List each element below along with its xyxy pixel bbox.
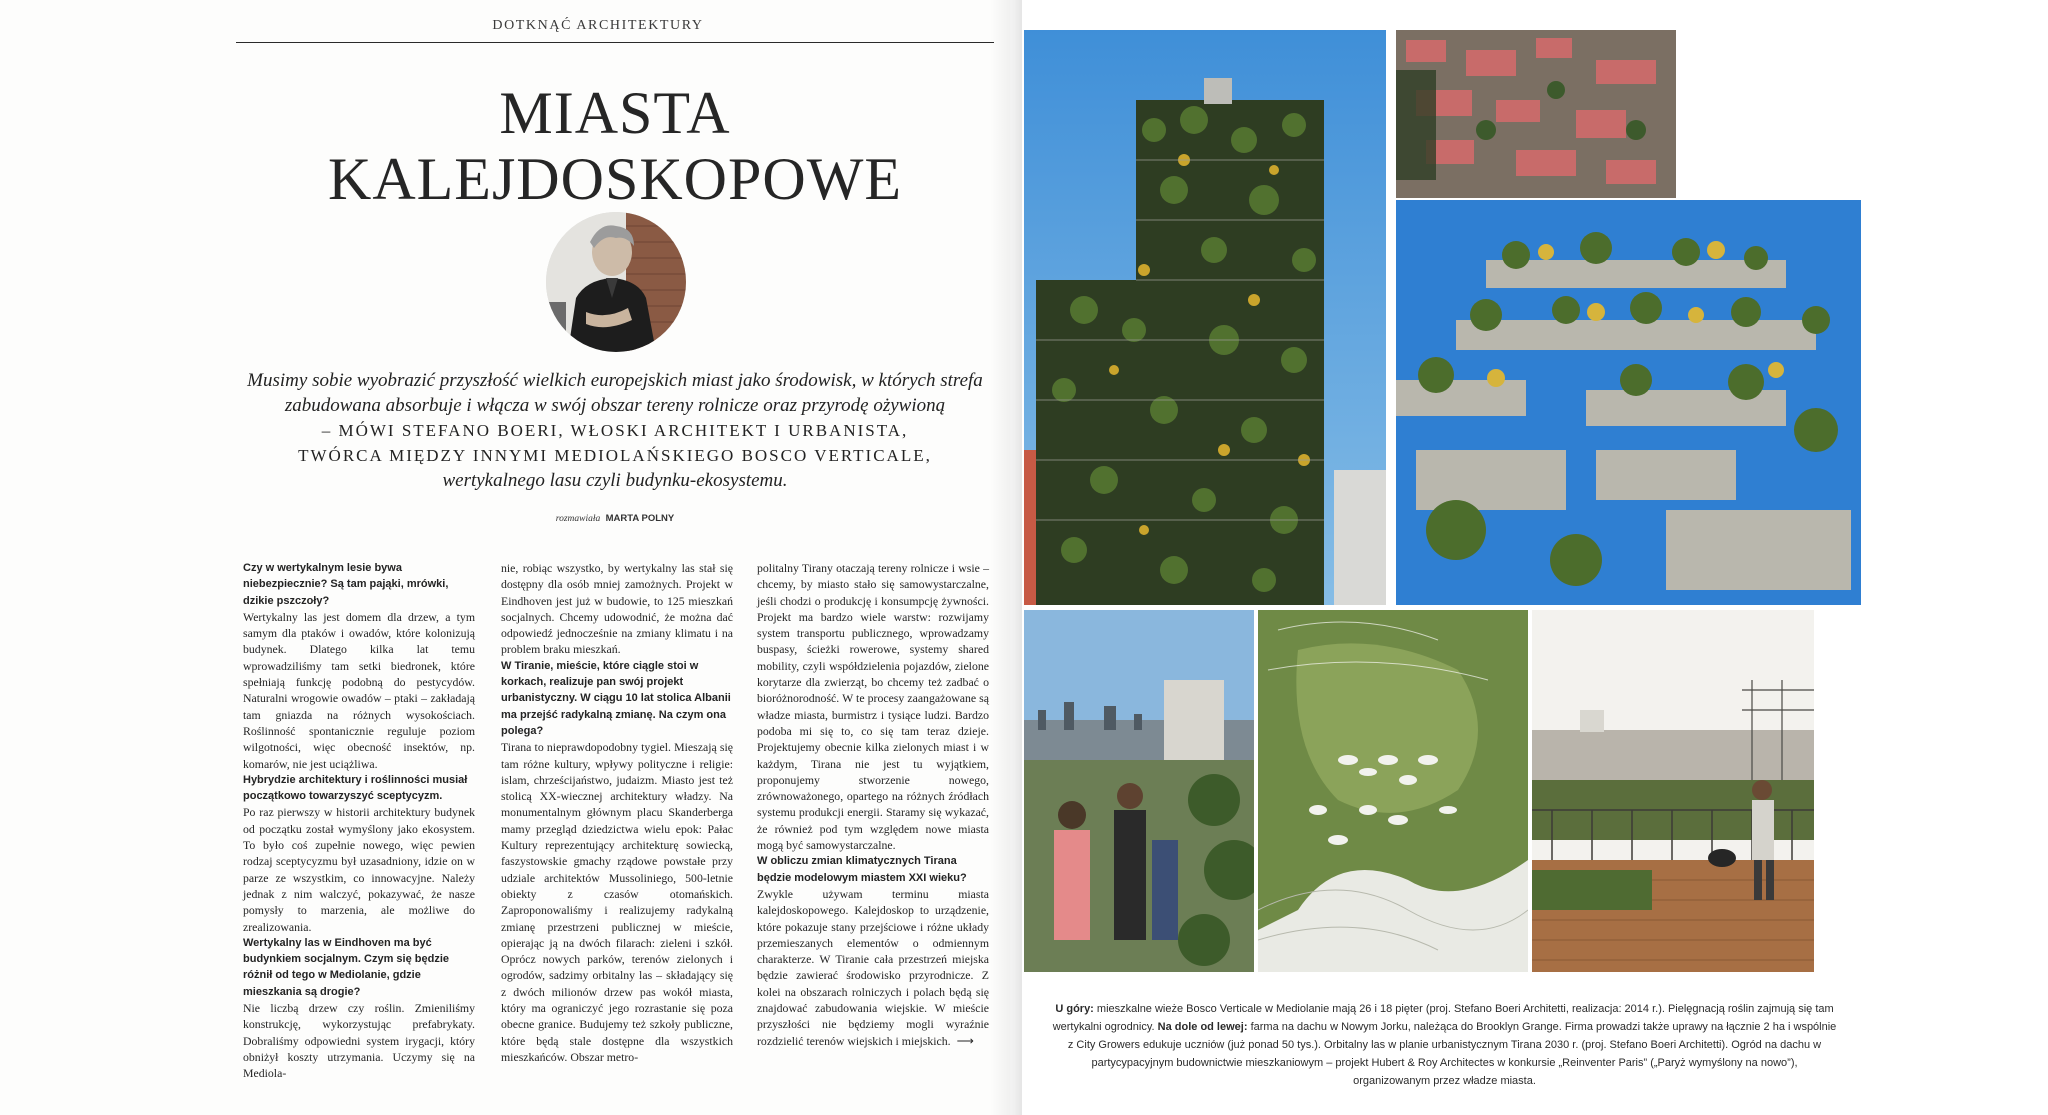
interview-answer: Nie liczbą drzew czy roślin. Zmieniliśmy konstrukcję, wykorzystując prefabrykaty. Dobraliśmy odpowiedni system irygacji, który obniżył koszty utrzymania. Uczymy się na Mediola- (243, 1001, 475, 1081)
article-title (236, 80, 994, 212)
body-column-3 (757, 560, 989, 1049)
interview-question: Hybrydzie architektury i roślinności musiał początkowo towarzyszyć sceptycyzm. (243, 773, 468, 803)
photo-bosco-verticale-tower (1024, 30, 1386, 605)
caption-label-bottom: Na dole od lewej: (1157, 1021, 1248, 1033)
interview-question: W Tiranie, mieście, które ciągle stoi w korkach, realizuje pan swój projekt urbanistyczny. W ciągu 10 lat stolica Albanii ma przejść radykalną zmianę. Na czym ona polega? (501, 659, 731, 737)
photo-rooftop-farm-nyc (1024, 610, 1254, 972)
caption-text-bottom: farma na dachu w Nowym Jorku, należąca do Brooklyn Grange. Firma prowadzi także uprawy na łącznie 2 ha i wspólnie z City Growers edukuje uczniów (już ponad 50 tys.). Orbitalny las w planie urbanistycznym Tirana 2030 r. (proj. Stefano Boeri Architetti). Ogród na dachu w partycypacyjnym budownictwie mieszkaniowym – projekt Hubert & Roy Architectes w konkursie „Reinventer Paris” („Paryż wymyślony na nowo”), organizowanym przez władze miasta. (1067, 1021, 1837, 1087)
interview-question: Czy w wertykalnym lesie bywa niebezpiecznie? Są tam pająki, mrówki, dzikie pszczoły? (243, 562, 449, 607)
interview-answer: politalny Tirany otaczają tereny rolnicze i wsie – chcemy, by miasto stało się samowystarczalne, jeśli chodzi o produkcję i konsumpcję żywności. Projekt ma bardzo wiele warstw: rozwijamy system transportu publicznego, wprowadzamy buspasy, ścieżki rowerowe, systemy shared mobility, czyli współdzielenia pojazdów, zielone korytarze dla zwierząt, bo chcemy też zadbać o bioróżnorodność. W te procesy zaangażowane są władze miasta, burmistrz i tysiące ludzi. Bardzo podoba mi się to, co się tam teraz dzieje. Projektujemy obecnie kilka zielonych miast i w każdym, Tirana nie jest tu wyjątkiem, proponujemy stworzenie nowego, zrównoważonego, opartego na różnych źródłach systemu produkcji energii. Staramy się wykazać, że również pod tym względem nowe miasta mogą być samowystarczalne. (757, 561, 989, 853)
header-rule (236, 42, 994, 43)
photo-tirana-masterplan (1258, 610, 1528, 972)
lead-line-4: TWÓRCA MIĘDZY INNYMI MEDIOLAŃSKIEGO BOSCO VERTICALE, (298, 446, 932, 465)
left-page (0, 0, 1010, 1115)
byline (236, 513, 994, 524)
photo-caption (1052, 1000, 1837, 1090)
caption-label-top: U góry: (1055, 1003, 1094, 1015)
lead-line-3: – MÓWI STEFANO BOERI, WŁOSKI ARCHITEKT I URBANISTA, (321, 421, 909, 440)
lead-line-1: Musimy sobie wyobrazić przyszłość wielkich europejskich miast jako środowisk, w których strefa (247, 370, 983, 391)
interview-answer: Zwykle używam terminu miasta kalejdoskopowego. Kalejdoskop to urządzenie, które pokazuje stany przejściowe i różne układy przemieszanych elementów o odmiennym charakterze. W Tiranie cała przestrzeń miejska będzie zawierać środowisko przyrodnicze. Z kolei na obszarach rolniczych i polach będą się znajdować zabudowania wiejskie. W mieście przyszłości nie będziemy mogli wyraźnie rozdzielić terenów wiejskich i miejskich. ⟶ (757, 886, 989, 1048)
article-body (243, 560, 995, 1100)
section-label: DOTKNĄĆ ARCHITEKTURY (492, 18, 704, 33)
interview-answer: nie, robiąc wszystko, by wertykalny las stał się dostępny dla osób mniej zamożnych. Projekt w Eindhoven jest już w budowie, to 125 mieszkań socjalnych. Chcemy udowodnić, że można dać odpowiedź jednocześnie na zmiany klimatu i na problem braku mieszkań. (501, 561, 733, 657)
byline-role: rozmawiała (555, 514, 601, 524)
byline-name: MARTA POLNY (605, 513, 675, 524)
right-page (1022, 0, 2048, 1115)
interview-answer: Po raz pierwszy w historii architektury budynek od początku został wymyślony jako ekosystem. To było coś zupełnie nowego, więc pewien rodzaj sceptycyzmu był uzasadniony, idzie on w parze ze wszystkim, co innowacyjne. Należy jednak z nim walczyć, pokazywać, że nasze pomysły to marzenia, ale możliwe do zrealizowania. (243, 805, 475, 934)
lead-line-2: zabudowana absorbuje i włącza w swój obszar tereny rolnicze oraz przyrodę ożywioną (284, 395, 946, 416)
article-lead (236, 368, 994, 493)
photo-paris-rooftop-garden (1532, 610, 1814, 972)
interview-question: W obliczu zmian klimatycznych Tirana będzie modelowym miastem XXI wieku? (757, 855, 967, 884)
lead-line-5: wertykalnego lasu czyli budynku-ekosystemu. (442, 470, 788, 491)
title-line-2: KALEJDOSKOPOWE (328, 146, 902, 212)
body-column-2 (501, 560, 733, 1065)
interview-answer: Wertykalny las jest domem dla drzew, a tym samym dla ptaków i owadów, które kolonizują budynek. Dlatego kilka lat temu wprowadziliśmy tam setki biedronek, które spełniają funkcję podobną do pestycydów. Naturalni wrogowie owadów – ptaki – zakładają tam gniazda na różnych wysokościach. Roślinność spontanicznie reguluje poziom wilgotności, więc obecność insektów, np. komarów, nie jest uciążliwa. (243, 609, 475, 771)
author-portrait (546, 212, 686, 352)
body-column-1 (243, 560, 475, 1082)
interview-answer: Tirana to nieprawdopodobny tygiel. Mieszają się tam różne kultury, wpływy polityczne i religie: islam, chrześcijaństwo, judaizm. Miasto jest też stolicą XX-wiecznej architektury władzy. Na monumentalnym głównym placu Skanderberga mamy przegląd dziedzictwa wielu epok: Pałac Kultury reprezentujący architekturę sowiecką, faszystowskie gmachy rządowe powstałe przy udziale architektów Mussoliniego, 500-letnie obiekty z czasów otomańskich. Zaproponowaliśmy i realizujemy radykalną zmianę przestrzeni publicznej w mieście, opierając ją na dwóch filarach: zieleni i szkół. Oprócz nowych parków, terenów zielonych i ogrodów, sadzimy orbitalny las – składający się z dwóch milionów drzew pas wokół miasta, który ma ograniczyć jego rozrastanie się poza obecne granice. Budujemy też szkoły publiczne, które będą stale dostępne dla wszystkich mieszkańców. Obszar metro- (501, 740, 733, 1064)
continue-arrow-icon: ⟶ (956, 1033, 972, 1048)
caption-text-top: mieszkalne wieże Bosco Verticale w Mediolanie mają 26 i 18 pięter (proj. Stefano Boeri Architetti, realizacja: 2014 r.). Pielęgnacją roślin zajmują się tam wertykalni ogrodnicy. (1052, 1003, 1834, 1033)
title-line-1: MIASTA (499, 80, 731, 146)
photo-planted-terraces (1396, 200, 1861, 605)
interview-question: Wertykalny las w Eindhoven ma być budynkiem socjalnym. Czym się będzie różnił od tego w Mediolanie, gdzie mieszkania są drogie? (243, 936, 450, 998)
photo-aerial-city (1396, 30, 1676, 198)
